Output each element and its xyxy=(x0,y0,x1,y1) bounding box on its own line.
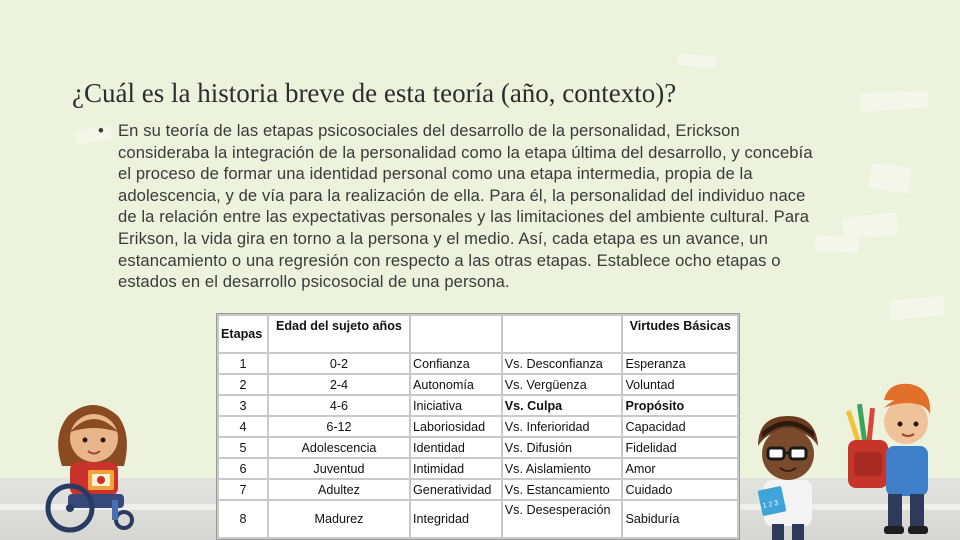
cell-age: 0-2 xyxy=(268,353,410,374)
body-text: En su teoría de las etapas psicosociales del desarrollo de la personalidad, Erickson consideraba la integración de la personalidad como la etapa última del desarrollo, y concebía el proceso de formar una identidad personal como una etapa intermedia, propia de la adolescencia, y de vía para la realización de ella. Para él, la personalidad del individuo nace de la relación entre las expectativas personales y las limitaciones del ambiente cultural. Para Erikson, la vida gira en torno a la persona y el medio. Así, cada etapa es un avance, un estancamiento o una regresión con respecto a las otras etapas. Establece ocho etapas o estados en el desarrollo psicosocial de una persona. xyxy=(118,121,813,292)
cell-stage: 6 xyxy=(218,458,268,479)
slide-title: ¿Cuál es la historia breve de esta teoría (año, contexto)? xyxy=(72,78,677,108)
cell-negative: Vs. Desconfianza xyxy=(502,353,623,374)
cell-positive: Intimidad xyxy=(410,458,502,479)
cell-positive: Generatividad xyxy=(410,479,502,500)
cell-negative: Vs. Difusión xyxy=(502,437,623,458)
boy-backpack-illustration xyxy=(840,380,950,540)
cell-virtue: Voluntad xyxy=(622,374,738,395)
cell-virtue: Fidelidad xyxy=(622,437,738,458)
header-edad: Edad del sujeto años xyxy=(268,315,410,353)
cell-virtue: Propósito xyxy=(622,395,738,416)
cell-age: Adultez xyxy=(268,479,410,500)
cell-virtue: Capacidad xyxy=(622,416,738,437)
cell-stage: 4 xyxy=(218,416,268,437)
cell-age: Juventud xyxy=(268,458,410,479)
cell-negative: Vs. Desesperación xyxy=(502,500,623,538)
chalk-mark xyxy=(814,234,859,253)
cell-age: Madurez xyxy=(268,500,410,538)
cell-virtue: Sabiduría xyxy=(622,500,738,538)
cell-stage: 1 xyxy=(218,353,268,374)
table-row xyxy=(218,395,738,416)
cell-age: 4-6 xyxy=(268,395,410,416)
book-label: 1 2 3 xyxy=(762,499,779,510)
girl-wheelchair-illustration xyxy=(28,396,168,536)
header-etapas: Etapas xyxy=(218,315,268,353)
chalk-mark xyxy=(860,90,929,112)
table-row xyxy=(218,374,738,395)
table-row xyxy=(218,500,738,538)
cell-positive: Integridad xyxy=(410,500,502,538)
cell-positive: Iniciativa xyxy=(410,395,502,416)
cell-age: Adolescencia xyxy=(268,437,410,458)
table-row xyxy=(218,416,738,437)
cell-positive: Autonomía xyxy=(410,374,502,395)
table-row xyxy=(218,437,738,458)
cell-age: 6-12 xyxy=(268,416,410,437)
cell-positive: Confianza xyxy=(410,353,502,374)
chalk-mark xyxy=(889,296,944,320)
cell-negative: Vs. Vergüenza xyxy=(502,374,623,395)
erikson-stages-table xyxy=(216,313,740,540)
chalk-mark xyxy=(842,212,899,240)
cell-virtue: Cuidado xyxy=(622,479,738,500)
cell-positive: Laboriosidad xyxy=(410,416,502,437)
header-blank-1 xyxy=(410,315,502,353)
cell-virtue: Esperanza xyxy=(622,353,738,374)
table-row xyxy=(218,479,738,500)
chalk-mark xyxy=(868,162,911,193)
cell-stage: 8 xyxy=(218,500,268,538)
table-row xyxy=(218,458,738,479)
cell-virtue: Amor xyxy=(622,458,738,479)
cell-stage: 2 xyxy=(218,374,268,395)
cell-stage: 7 xyxy=(218,479,268,500)
cell-negative: Vs. Culpa xyxy=(502,395,623,416)
cell-negative: Vs. Aislamiento xyxy=(502,458,623,479)
cell-age: 2-4 xyxy=(268,374,410,395)
cell-stage: 3 xyxy=(218,395,268,416)
header-virtudes: Virtudes Básicas xyxy=(622,315,738,353)
cell-negative: Vs. Estancamiento xyxy=(502,479,623,500)
table-header-row xyxy=(218,315,738,353)
header-blank-2 xyxy=(502,315,623,353)
cell-negative: Vs. Inferioridad xyxy=(502,416,623,437)
body-bullet xyxy=(98,120,818,312)
cell-stage: 5 xyxy=(218,437,268,458)
cell-positive: Identidad xyxy=(410,437,502,458)
bullet-marker: • xyxy=(98,121,104,140)
chalk-mark xyxy=(677,53,716,69)
boy-glasses-illustration xyxy=(742,408,830,540)
table-row xyxy=(218,353,738,374)
